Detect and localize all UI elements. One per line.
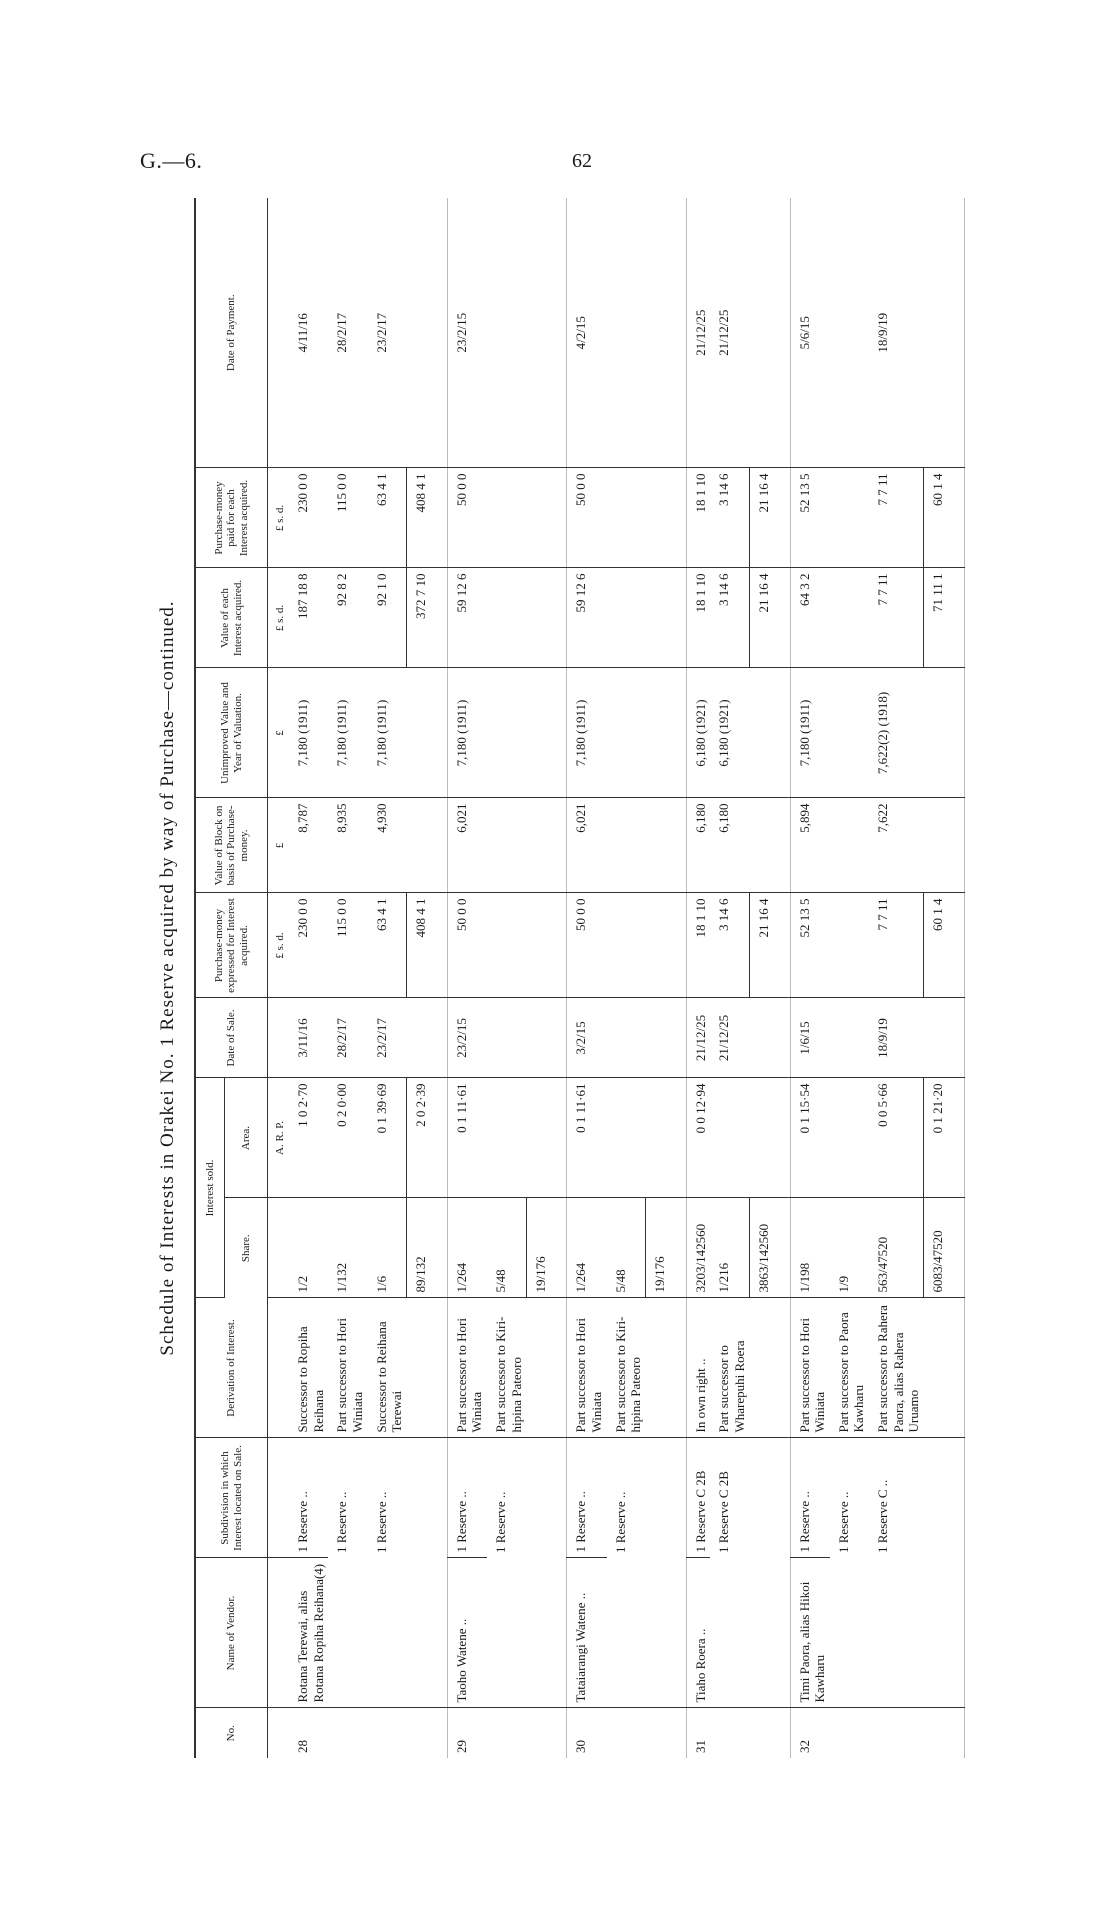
- subdivision: 1 Reserve ..: [790, 1438, 830, 1558]
- value-block: 7,622: [869, 798, 924, 893]
- area: 0 1 11·61: [447, 1078, 487, 1198]
- derivation: In own right ..: [686, 1298, 710, 1438]
- purchase: 115 0 0: [328, 893, 367, 998]
- col-purchase-paid: Purchase-money paid for each Interest acquired.: [195, 468, 268, 568]
- schedule-table: [194, 198, 965, 1758]
- paid: 50 0 0: [447, 468, 487, 568]
- area: 1 0 2·70: [289, 1078, 328, 1198]
- unimproved: 7,180 (1911): [790, 668, 830, 798]
- table-row: [686, 198, 710, 1758]
- area: 0 1 15·54: [790, 1078, 830, 1198]
- table-row: [368, 198, 407, 1758]
- vendor-group-29: [447, 198, 566, 1758]
- share: 1/6: [368, 1198, 407, 1298]
- col-interest-sold: Interest sold.: [195, 1078, 225, 1298]
- subdivision: 1 Reserve C 2B: [686, 1438, 710, 1558]
- share: 1/216: [710, 1198, 749, 1298]
- date-sale: 1/6/15: [790, 998, 830, 1078]
- value-each: 7 7 11: [869, 568, 924, 668]
- unimproved: 7,180 (1911): [289, 668, 328, 798]
- date-sale: 18/9/19: [869, 998, 924, 1078]
- col-subdivision: Subdivision in which Interest located on Sale.: [195, 1438, 268, 1558]
- date-payment: 4/11/16: [289, 198, 328, 468]
- date-sale: 3/2/15: [567, 998, 607, 1078]
- table-row: [869, 198, 924, 1758]
- col-derivation: Derivation of Interest.: [195, 1298, 268, 1438]
- table-row: [607, 198, 646, 1758]
- subdivision: 1 Reserve C ..: [875, 1479, 891, 1553]
- total-area: 0 1 21·20: [924, 1078, 965, 1198]
- subdivision: 1 Reserve ..: [373, 1491, 389, 1553]
- total-purchase: 21 16 4: [750, 893, 791, 998]
- vendor-group-31: [686, 198, 790, 1758]
- purchase-unit: £ s. d.: [268, 893, 290, 998]
- total-paid: 60 1 4: [924, 468, 965, 568]
- value-block: 5,894: [790, 798, 830, 893]
- unimproved: 6,180 (1921): [686, 668, 710, 798]
- unimproved-unit: £: [268, 668, 290, 798]
- derivation: Successor to Ropiha Reihana: [289, 1298, 328, 1438]
- area: 0 1 11·61: [567, 1078, 607, 1198]
- subdivision: 1 Reserve ..: [289, 1438, 328, 1558]
- value-each: 3 14 6: [710, 568, 749, 668]
- rotated-schedule: [148, 198, 968, 1758]
- share: 5/48: [607, 1198, 646, 1298]
- col-area: Area.: [225, 1078, 268, 1198]
- value-block: 6,021: [567, 798, 607, 893]
- value-each: 187 18 8: [289, 568, 328, 668]
- date-payment: 23/2/17: [368, 198, 407, 468]
- total-share: 19/176: [526, 1198, 567, 1298]
- table-row: [487, 198, 526, 1758]
- date-payment: 5/6/15: [790, 198, 830, 468]
- derivation: Part successor to Kiri-hipina Pateoro: [607, 1298, 646, 1438]
- derivation: Part successor to Hori Winiata: [790, 1298, 830, 1438]
- date-sale: 21/12/25: [710, 998, 749, 1078]
- block-unit: £: [268, 798, 290, 893]
- value-block: 6,180: [710, 798, 749, 893]
- date-payment: 18/9/19: [869, 198, 924, 468]
- share: 5/48: [487, 1198, 526, 1298]
- derivation: Part successor to Rahera Paora, alias Rahera Uruamo: [869, 1298, 924, 1438]
- col-purchase-expressed: Purchase-money expressed for Interest acquired.: [195, 893, 268, 998]
- subdivision: 1 Reserve ..: [334, 1491, 350, 1553]
- share: 1/264: [567, 1198, 607, 1298]
- value-each: 18 1 10: [686, 568, 710, 668]
- paid: 52 13 5: [790, 468, 830, 568]
- total-value-each: 21 16 4: [750, 568, 791, 668]
- total-row: [924, 198, 965, 1758]
- value-block: 8,787: [289, 798, 328, 893]
- vendor-group-32: [790, 198, 964, 1758]
- derivation: Part successor to Hori Winiata: [567, 1298, 607, 1438]
- unimproved: 6,180 (1921): [710, 668, 749, 798]
- date-sale: 21/12/25: [686, 998, 710, 1078]
- row-no: 29: [453, 1740, 469, 1753]
- subdivision: 1 Reserve ..: [447, 1438, 487, 1558]
- value-each: 92 1 0: [368, 568, 407, 668]
- area: 0 0 5·66: [869, 1078, 924, 1198]
- vendor-group-28: [289, 198, 447, 1758]
- paid: 50 0 0: [567, 468, 607, 568]
- share: 1/198: [790, 1198, 830, 1298]
- area-unit: A. R. P.: [268, 1078, 290, 1198]
- derivation: Part successor to Wharepuhi Roera: [710, 1298, 749, 1438]
- col-date-payment: Date of Payment.: [195, 198, 268, 468]
- purchase: 52 13 5: [790, 893, 830, 998]
- paid: 3 14 6: [710, 468, 749, 568]
- total-value-each: 71 11 1: [924, 568, 965, 668]
- share: 1/264: [447, 1198, 487, 1298]
- derivation: Part successor to Hori Winiata: [447, 1298, 487, 1438]
- total-row: [407, 198, 448, 1758]
- share: 1/9: [830, 1198, 869, 1298]
- table-row: [289, 198, 328, 1758]
- share: 563/47520: [869, 1198, 924, 1298]
- paid: 115 0 0: [328, 468, 367, 568]
- schedule-title: Schedule of Interests in Orakei No. 1 Reserve acquired by way of Purchase—continued.: [157, 600, 178, 1356]
- total-row: [646, 198, 687, 1758]
- date-sale: 3/11/16: [289, 998, 328, 1078]
- purchase: 230 0 0: [289, 893, 328, 998]
- vendor-name: Timi Paora, alias Hikoi Kawharu: [790, 1558, 964, 1708]
- unimproved: 7,180 (1911): [328, 668, 367, 798]
- subdivision: 1 Reserve ..: [612, 1491, 628, 1553]
- date-sale: 23/2/15: [447, 998, 487, 1078]
- col-share: Share.: [225, 1198, 268, 1298]
- document-reference: G.—6.: [140, 148, 203, 173]
- date-sale: 23/2/17: [368, 998, 407, 1078]
- row-no: 31: [692, 1740, 708, 1753]
- purchase: 18 1 10: [686, 893, 710, 998]
- area: 0 2 0·00: [328, 1078, 367, 1198]
- share: 1/2: [289, 1198, 328, 1298]
- paid: 18 1 10: [686, 468, 710, 568]
- derivation: Successor to Reihana Terewai: [368, 1298, 407, 1438]
- paid: 63 4 1: [368, 468, 407, 568]
- units-row-group: [268, 198, 290, 1758]
- row-no: 30: [573, 1740, 589, 1753]
- table-row: [447, 198, 487, 1758]
- table-row: [567, 198, 607, 1758]
- col-no: No.: [195, 1708, 268, 1758]
- purchase: 7 7 11: [869, 893, 924, 998]
- value-block: 4,930: [368, 798, 407, 893]
- derivation: Part successor to Hori Winiata: [328, 1298, 367, 1438]
- value-block: 6,021: [447, 798, 487, 893]
- derivation: Part successor to Paora Kawharu: [830, 1298, 869, 1438]
- purchase: 50 0 0: [567, 893, 607, 998]
- unimproved: 7,180 (1911): [447, 668, 487, 798]
- share: 1/132: [328, 1198, 367, 1298]
- total-paid: 21 16 4: [750, 468, 791, 568]
- vendor-name: Tataiarangi Watene ..: [567, 1558, 686, 1708]
- value-each: 59 12 6: [447, 568, 487, 668]
- date-payment: 21/12/25: [686, 198, 710, 468]
- vendor-name: Rotana Terewai, alias Rotana Ropiha Reihana(4): [289, 1558, 447, 1708]
- table-row: [328, 198, 367, 1758]
- total-purchase: 408 4 1: [407, 893, 448, 998]
- table-row: [710, 198, 749, 1758]
- unimproved: 7,180 (1911): [368, 668, 407, 798]
- col-date-sale: Date of Sale.: [195, 998, 268, 1078]
- total-row: [526, 198, 567, 1758]
- value-unit: £ s. d.: [268, 568, 290, 668]
- row-no: 32: [796, 1740, 812, 1753]
- vendor-group-30: [567, 198, 686, 1758]
- total-share: 6083/47520: [924, 1198, 965, 1298]
- col-vendor: Name of Vendor.: [195, 1558, 268, 1708]
- subdivision: 1 Reserve ..: [835, 1491, 851, 1553]
- table-row: [830, 198, 869, 1758]
- value-each: 59 12 6: [567, 568, 607, 668]
- date-sale: 28/2/17: [328, 998, 367, 1078]
- purchase: 63 4 1: [368, 893, 407, 998]
- value-each: 92 8 2: [328, 568, 367, 668]
- total-area: 2 0 2·39: [407, 1078, 448, 1198]
- area: 0 0 12·94: [686, 1078, 710, 1198]
- total-share: 3863/142560: [750, 1198, 791, 1298]
- value-block: 8,935: [328, 798, 367, 893]
- unimproved: 7,622(2) (1918): [869, 668, 924, 798]
- row-no: 28: [295, 1740, 311, 1753]
- date-payment: 23/2/15: [447, 198, 487, 468]
- date-payment: 4/2/15: [567, 198, 607, 468]
- area: 0 1 39·69: [368, 1078, 407, 1198]
- date-payment: 21/12/25: [710, 198, 749, 468]
- total-share: 89/132: [407, 1198, 448, 1298]
- subdivision: 1 Reserve ..: [567, 1438, 607, 1558]
- col-unimproved: Unimproved Value and Year of Valuation.: [195, 668, 268, 798]
- total-paid: 408 4 1: [407, 468, 448, 568]
- subdivision: 1 Reserve C 2B: [716, 1471, 732, 1553]
- value-each: 64 3 2: [790, 568, 830, 668]
- total-value-each: 372 7 10: [407, 568, 448, 668]
- col-value-each: Value of each Interest acquired.: [195, 568, 268, 668]
- purchase: 50 0 0: [447, 893, 487, 998]
- paid: 7 7 11: [869, 468, 924, 568]
- date-payment: 28/2/17: [328, 198, 367, 468]
- col-value-block: Value of Block on basis of Purchase-money.: [195, 798, 268, 893]
- paid: 230 0 0: [289, 468, 328, 568]
- unimproved: 7,180 (1911): [567, 668, 607, 798]
- share: 3203/142560: [686, 1198, 710, 1298]
- table-row: [790, 198, 830, 1758]
- paid-unit: £ s. d.: [268, 468, 290, 568]
- subdivision: 1 Reserve ..: [493, 1491, 509, 1553]
- total-purchase: 60 1 4: [924, 893, 965, 998]
- value-block: 6,180: [686, 798, 710, 893]
- total-share: 19/176: [646, 1198, 687, 1298]
- vendor-name: Taoho Watene ..: [447, 1558, 566, 1708]
- purchase: 3 14 6: [710, 893, 749, 998]
- page-number: 62: [572, 150, 592, 172]
- derivation: Part successor to Kiri-hipina Pateoro: [487, 1298, 526, 1438]
- vendor-name: Tiaho Roera ..: [686, 1558, 790, 1708]
- total-row: [750, 198, 791, 1758]
